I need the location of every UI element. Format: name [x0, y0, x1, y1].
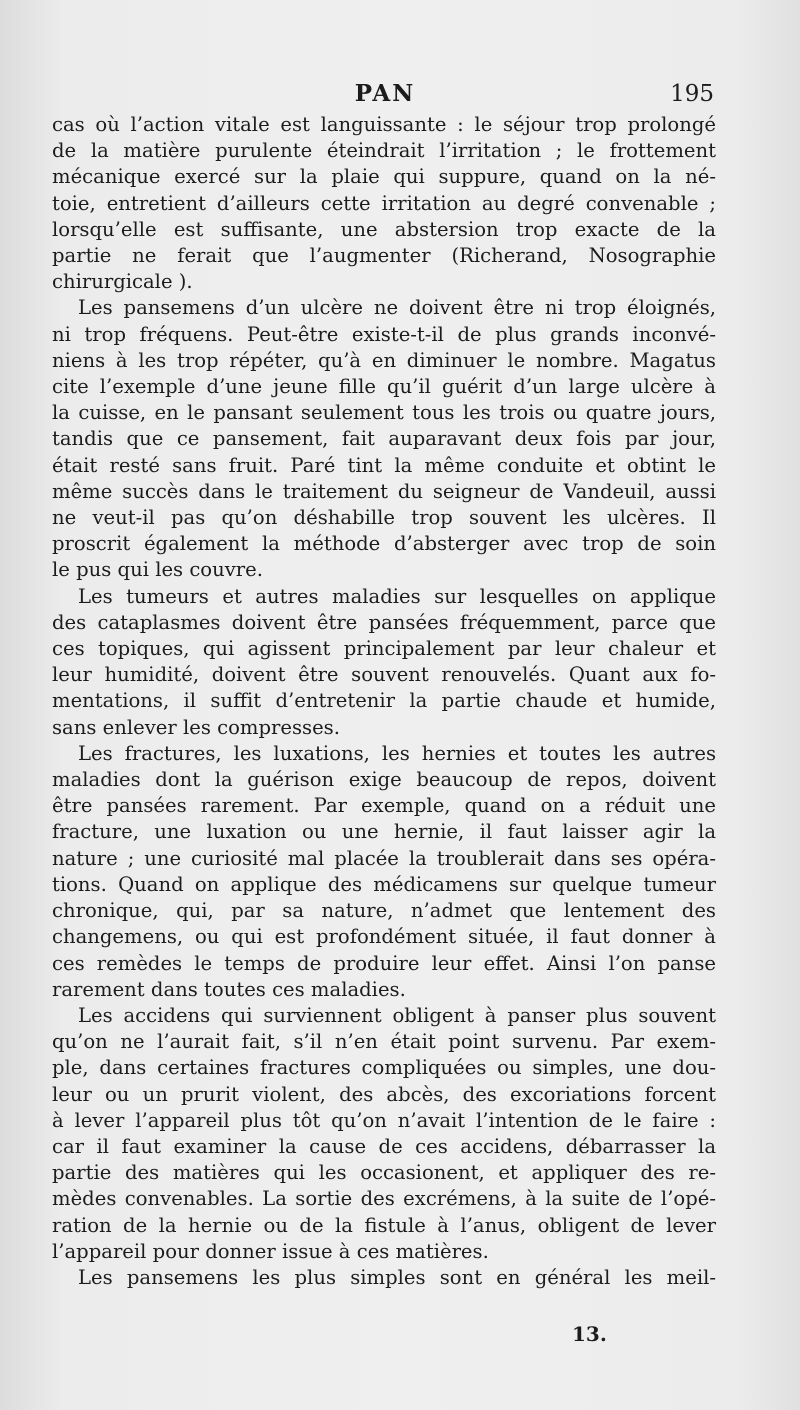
text-line: changemens, ou qui est profondément située, il faut donner à	[52, 925, 716, 949]
text-line: fracture, une luxation ou une hernie, il faut laisser agir la	[52, 820, 716, 844]
text-line: lorsqu’elle est suffisante, une abstersion trop exacte de la	[52, 217, 716, 241]
text-line: l’appareil pour donner issue à ces matières.	[52, 1239, 489, 1263]
body-text	[52, 112, 716, 1291]
text-line: mèdes convenables. La sortie des excrémens, à la suite de l’opé-	[52, 1187, 716, 1211]
running-head: PAN	[354, 80, 416, 107]
text-line: cas où l’action vitale est languissante : le séjour trop prolongé	[52, 113, 716, 136]
text-line: mécanique exercé sur la plaie qui suppure, quand on la né-	[52, 165, 716, 189]
text-line: partie ne ferait que l’augmenter (Richerand, Nosographie	[52, 244, 716, 268]
text-line: être pansées rarement. Par exemple, quand on a réduit une	[52, 794, 716, 818]
text-line: ration de la hernie ou de la fistule à l’anus, obligent de lever	[52, 1213, 716, 1237]
text-line: chirurgicale ).	[52, 270, 193, 294]
text-line: nature ; une curiosité mal placée la troublerait dans ses opéra-	[52, 846, 716, 870]
text-line: leur humidité, doivent être souvent renouvelés. Quant aux fo-	[52, 663, 716, 687]
text-line: Les accidens qui surviennent obligent à panser plus souvent	[78, 1003, 716, 1027]
text-line: des cataplasmes doivent être pansées fréquemment, parce que	[52, 610, 716, 634]
text-line: à lever l’appareil plus tôt qu’on n’avait l’intention de le faire :	[52, 1108, 716, 1132]
text-line: Les pansemens d’un ulcère ne doivent être ni trop éloignés,	[78, 296, 716, 320]
text-line: même succès dans le traitement du seigneur de Vandeuil, aussi	[52, 479, 716, 503]
text-line: car il faut examiner la cause de ces accidens, débarrasser la	[52, 1134, 716, 1158]
text-line: qu’on ne l’aurait fait, s’il n’en était point survenu. Par exem-	[52, 1030, 716, 1054]
signature-mark: 13.	[572, 1322, 607, 1346]
text-line: de la matière purulente éteindrait l’irritation ; le frottement	[52, 139, 716, 163]
text-line: proscrit également la méthode d’absterger avec trop de soin	[52, 532, 716, 556]
page-number: 195	[670, 81, 714, 107]
text-line: ne veut-il pas qu’on déshabille trop souvent les ulcères. Il	[52, 506, 716, 530]
text-line: mentations, il suffit d’entretenir la partie chaude et humide,	[52, 689, 716, 713]
text-line: toie, entretient d’ailleurs cette irritation au degré convenable ;	[52, 191, 716, 215]
text-line: Les fractures, les luxations, les hernies et toutes les autres	[78, 741, 716, 765]
text-line: sans enlever les compresses.	[52, 715, 340, 739]
text-line: tandis que ce pansement, fait auparavant deux fois par jour,	[52, 427, 716, 451]
text-line: Les pansemens les plus simples sont en général les meil-	[78, 1265, 716, 1289]
text-line: leur ou un prurit violent, des abcès, des excoriations forcent	[52, 1082, 716, 1106]
text-line: la cuisse, en le pansant seulement tous les trois ou quatre jours,	[52, 401, 716, 425]
text-line: maladies dont la guérison exige beaucoup de repos, doivent	[52, 768, 716, 792]
text-line: rarement dans toutes ces maladies.	[52, 977, 406, 1001]
text-line: partie des matières qui les occasionent, et appliquer des re-	[52, 1161, 716, 1185]
text-line: tions. Quand on applique des médicamens sur quelque tumeur	[52, 872, 716, 896]
text-line: cite l’exemple d’une jeune fille qu’il guérit d’un large ulcère à	[52, 375, 716, 399]
text-line: ple, dans certaines fractures compliquées ou simples, une dou-	[52, 1056, 716, 1080]
page-header	[52, 80, 718, 114]
text-line: chronique, qui, par sa nature, n’admet que lentement des	[52, 899, 716, 923]
text-line: était resté sans fruit. Paré tint la même conduite et obtint le	[52, 453, 716, 477]
text-line: ces remèdes le temps de produire leur effet. Ainsi l’on panse	[52, 951, 716, 975]
text-line: Les tumeurs et autres maladies sur lesquelles on applique	[78, 584, 716, 608]
text-line: ni trop fréquens. Peut-être existe-t-il de plus grands inconvé-	[52, 322, 716, 346]
text-line: le pus qui les couvre.	[52, 558, 263, 582]
text-line: ces topiques, qui agissent principalement par leur chaleur et	[52, 637, 716, 661]
text-line: niens à les trop répéter, qu’à en diminuer le nombre. Magatus	[52, 348, 716, 372]
